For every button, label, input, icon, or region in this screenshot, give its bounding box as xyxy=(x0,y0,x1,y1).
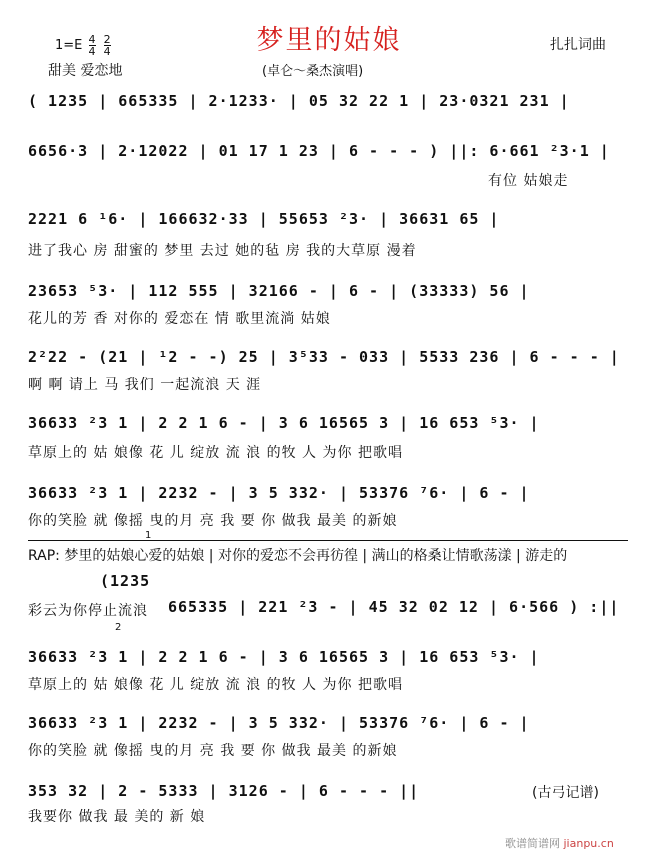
lyrics-row-3: 进了我心 房 甜蜜的 梦里 去过 她的毡 房 我的大草原 漫着 xyxy=(28,243,417,259)
watermark-url: jianpu.cn xyxy=(563,837,614,850)
lyrics-row-6: 草原上的 姑 娘像 花 儿 绽放 流 浪 的牧 人 为你 把歌唱 xyxy=(28,445,403,461)
volta-2-marker: 2 xyxy=(115,622,122,633)
lyrics-row-5: 啊 啊 请上 马 我们 一起流浪 天 涯 xyxy=(28,377,262,393)
notation-row-5: 2²22 - (21 | ¹2 - -) 25 | 3⁵33 - 033 | 5533 236 | 6 - - - | xyxy=(28,348,620,366)
lyrics-row-2: 有位 姑娘走 xyxy=(488,173,569,189)
notation-row-8: (1235 xyxy=(100,572,151,590)
singer-label: (卓仑～桑杰演唱) xyxy=(262,64,364,79)
song-title: 梦里的姑娘 xyxy=(256,25,402,56)
lyrics-row-11: 你的笑脸 就 像摇 曳的月 亮 我 要 你 做我 最美 的新娘 xyxy=(28,743,398,759)
watermark-site: 歌谱简谱网 xyxy=(505,837,560,850)
key-signature xyxy=(55,34,113,57)
watermark xyxy=(505,835,614,851)
volta-1-marker: 1 xyxy=(145,530,152,541)
lyrics-row-10: 草原上的 姑 娘像 花 儿 绽放 流 浪 的牧 人 为你 把歌唱 xyxy=(28,677,403,693)
notation-row-2: 6656·3 | 2·12022 | 01 17 1 23 | 6 - - - ) ||: 6·661 ²3·1 | xyxy=(28,142,610,160)
lyrics-row-7: 你的笑脸 就 像摇 曳的月 亮 我 要 你 做我 最美 的新娘 xyxy=(28,513,398,529)
notation-row-9: 665335 | 221 ²3 - | 45 32 02 12 | 6·566 ) :|| xyxy=(168,598,620,616)
key-label: 1=E xyxy=(55,38,83,53)
time-signature-2: $\frac{2}{4}$ xyxy=(103,33,111,58)
lyricist-label: 扎扎词曲 xyxy=(550,37,606,53)
mood-label: 甜美 爱恋地 xyxy=(48,63,123,79)
notation-row-7: 36633 ²3 1 | 2232 - | 3 5 332· | 53376 ⁷6· | 6 - | xyxy=(28,484,530,502)
notation-row-6: 36633 ²3 1 | 2 2 1 6 - | 3 6 16565 3 | 16 653 ⁵3· | xyxy=(28,414,540,432)
notation-row-3: 2221 6 ¹6· | 166632·33 | 55653 ²3· | 36631 65 | xyxy=(28,210,500,228)
lyrics-row-12: 我要你 做我 最 美的 新 娘 xyxy=(28,809,206,825)
time-signature-1: $\frac{4}{4}$ xyxy=(88,33,96,58)
notation-row-10: 36633 ²3 1 | 2 2 1 6 - | 3 6 16565 3 | 16 653 ⁵3· | xyxy=(28,648,540,666)
lyrics-row-9: 彩云为你停止流浪 xyxy=(28,603,148,619)
notation-row-12: 353 32 | 2 - 5333 | 3126 - | 6 - - - || xyxy=(28,782,420,800)
lyrics-row-4: 花儿的芳 香 对你的 爱恋在 情 歌里流淌 姑娘 xyxy=(28,311,331,327)
volta-1-line xyxy=(28,540,628,541)
notation-row-11: 36633 ²3 1 | 2232 - | 3 5 332· | 53376 ⁷6· | 6 - | xyxy=(28,714,530,732)
transcriber-credit: (古弓记谱) xyxy=(532,785,599,801)
notation-row-1: ( 1235 | 665335 | 2·1233· | 05 32 22 1 | 23·0321 231 | xyxy=(28,92,570,110)
notation-row-4: 23653 ⁵3· | 112 555 | 32166 - | 6 - | (33333) 56 | xyxy=(28,282,530,300)
rap-text: RAP: 梦里的姑娘心爱的姑娘 | 对你的爱恋不会再彷徨 | 满山的格桑让情歌荡漾 | 游走的 xyxy=(28,548,568,564)
